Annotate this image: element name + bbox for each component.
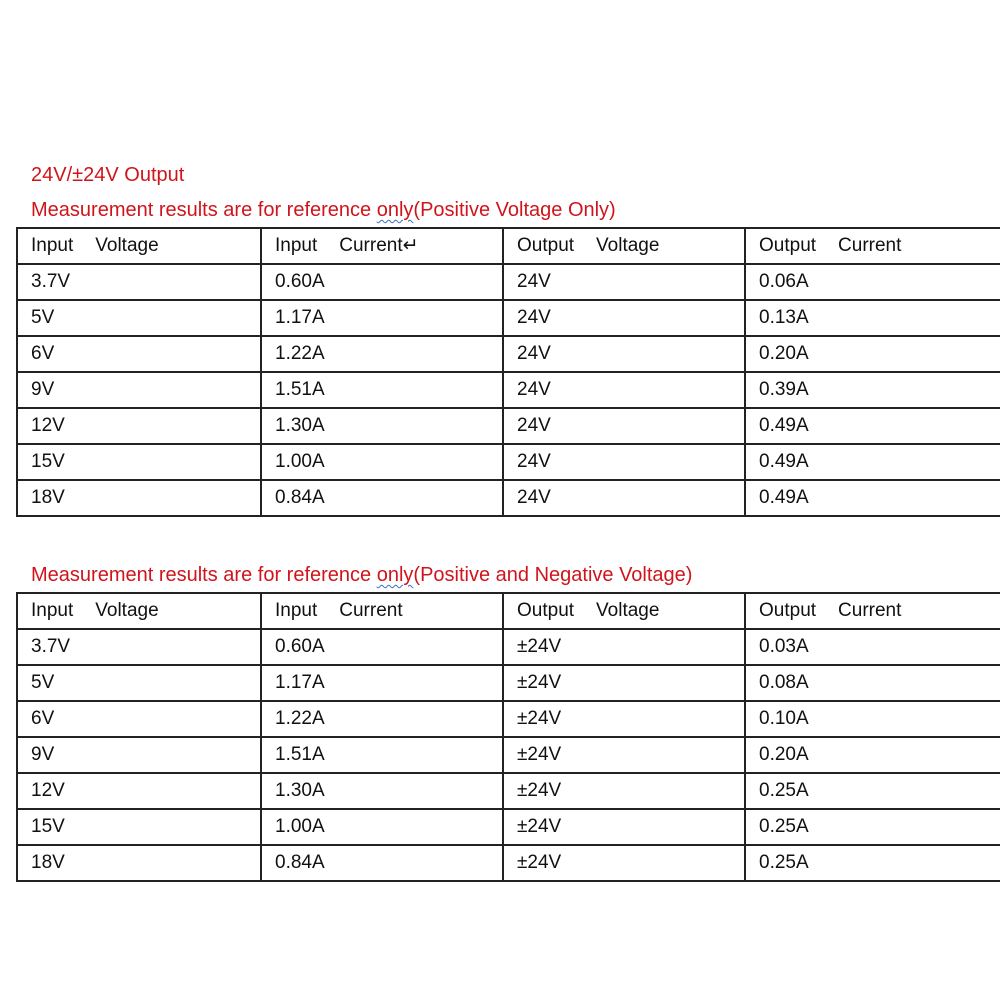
- header-word: Input: [31, 600, 74, 621]
- table-cell: 0.06A: [745, 264, 1000, 300]
- table-cell: 1.17A: [261, 300, 503, 336]
- table-row: [17, 737, 1000, 773]
- header-word: Output: [517, 600, 575, 621]
- table-cell: 0.08A: [745, 665, 1000, 701]
- table-cell: 0.49A: [745, 408, 1000, 444]
- table-cell: 1.22A: [261, 701, 503, 737]
- header-word: Current: [838, 600, 902, 621]
- table-cell: 0.25A: [745, 845, 1000, 881]
- table-cell: 12V: [17, 408, 261, 444]
- table-cell: ±24V: [503, 809, 745, 845]
- header-word: Current↵: [339, 235, 419, 256]
- table-cell: 0.25A: [745, 773, 1000, 809]
- document-title: 24V/±24V Output: [31, 164, 185, 186]
- table1-note-prefix: Measurement results are for reference: [31, 199, 377, 221]
- header-word: Voltage: [95, 600, 159, 621]
- table-cell: 1.00A: [261, 809, 503, 845]
- table2-note-only: only: [376, 564, 414, 586]
- header-word: Output: [759, 235, 817, 256]
- table-row: [17, 809, 1000, 845]
- table-cell: 0.39A: [745, 372, 1000, 408]
- table-cell: 24V: [503, 372, 745, 408]
- table-cell: 9V: [17, 737, 261, 773]
- table-cell: 1.51A: [261, 737, 503, 773]
- table-cell: ±24V: [503, 665, 745, 701]
- header-cell: [503, 228, 745, 264]
- positive-voltage-table: [16, 227, 1000, 517]
- table-cell: 12V: [17, 773, 261, 809]
- table-cell: 24V: [503, 300, 745, 336]
- table-cell: 18V: [17, 845, 261, 881]
- table-cell: 5V: [17, 665, 261, 701]
- table-cell: 0.60A: [261, 629, 503, 665]
- table-cell: ±24V: [503, 629, 745, 665]
- table-row: [17, 444, 1000, 480]
- table-cell: 3.7V: [17, 264, 261, 300]
- header-word: Voltage: [596, 600, 660, 621]
- table2-note-prefix: Measurement results are for reference: [31, 564, 377, 586]
- header-word: Current: [838, 235, 902, 256]
- header-word: Input: [275, 600, 318, 621]
- table-cell: 6V: [17, 336, 261, 372]
- table-cell: 9V: [17, 372, 261, 408]
- header-word: Output: [759, 600, 817, 621]
- table-row: [17, 264, 1000, 300]
- table-cell: 15V: [17, 444, 261, 480]
- table-cell: 1.30A: [261, 773, 503, 809]
- table-row: [17, 665, 1000, 701]
- table-cell: 24V: [503, 408, 745, 444]
- header-cell: [745, 593, 1000, 629]
- table-row: [17, 845, 1000, 881]
- table-cell: 0.03A: [745, 629, 1000, 665]
- table-cell: 0.49A: [745, 480, 1000, 516]
- table-cell: 0.84A: [261, 845, 503, 881]
- header-word: Voltage: [95, 235, 159, 256]
- table-header-row: [17, 228, 1000, 264]
- table-cell: 0.20A: [745, 336, 1000, 372]
- table-cell: ±24V: [503, 845, 745, 881]
- table-cell: 1.17A: [261, 665, 503, 701]
- table-header-row: [17, 593, 1000, 629]
- table-row: [17, 300, 1000, 336]
- table-row: [17, 408, 1000, 444]
- table-cell: 0.13A: [745, 300, 1000, 336]
- header-word: Input: [31, 235, 74, 256]
- table-cell: 0.25A: [745, 809, 1000, 845]
- table-cell: 0.10A: [745, 701, 1000, 737]
- header-cell: [17, 228, 261, 264]
- table1-note-only: only: [376, 199, 414, 221]
- header-word: Output: [517, 235, 575, 256]
- positive-negative-voltage-table: [16, 592, 1000, 882]
- table-cell: 5V: [17, 300, 261, 336]
- table-cell: 0.60A: [261, 264, 503, 300]
- table-cell: 3.7V: [17, 629, 261, 665]
- header-cell: [17, 593, 261, 629]
- table-cell: 6V: [17, 701, 261, 737]
- table-row: [17, 480, 1000, 516]
- table1-note: [31, 196, 616, 224]
- header-cell: [745, 228, 1000, 264]
- table-cell: ±24V: [503, 773, 745, 809]
- table-row: [17, 336, 1000, 372]
- header-word: Current: [339, 600, 403, 621]
- table-cell: 24V: [503, 480, 745, 516]
- table-cell: 1.51A: [261, 372, 503, 408]
- table-cell: 0.20A: [745, 737, 1000, 773]
- table-row: [17, 701, 1000, 737]
- header-cell: [261, 228, 503, 264]
- table1-note-suffix: (Positive Voltage Only): [413, 199, 616, 221]
- table2-body: [17, 593, 1000, 881]
- table-cell: 24V: [503, 444, 745, 480]
- table-cell: ±24V: [503, 701, 745, 737]
- table-cell: 24V: [503, 336, 745, 372]
- table2-note-suffix: (Positive and Negative Voltage): [413, 564, 693, 586]
- table-cell: 24V: [503, 264, 745, 300]
- table-row: [17, 773, 1000, 809]
- table-cell: ±24V: [503, 737, 745, 773]
- table-row: [17, 372, 1000, 408]
- table2-note: [31, 561, 692, 589]
- table-row: [17, 629, 1000, 665]
- header-word: Input: [275, 235, 318, 256]
- table-cell: 15V: [17, 809, 261, 845]
- table-cell: 1.30A: [261, 408, 503, 444]
- table-cell: 1.00A: [261, 444, 503, 480]
- table-cell: 1.22A: [261, 336, 503, 372]
- table-cell: 0.49A: [745, 444, 1000, 480]
- header-cell: [261, 593, 503, 629]
- table-cell: 18V: [17, 480, 261, 516]
- table-cell: 0.84A: [261, 480, 503, 516]
- header-cell: [503, 593, 745, 629]
- table1-body: [17, 228, 1000, 516]
- header-word: Voltage: [596, 235, 660, 256]
